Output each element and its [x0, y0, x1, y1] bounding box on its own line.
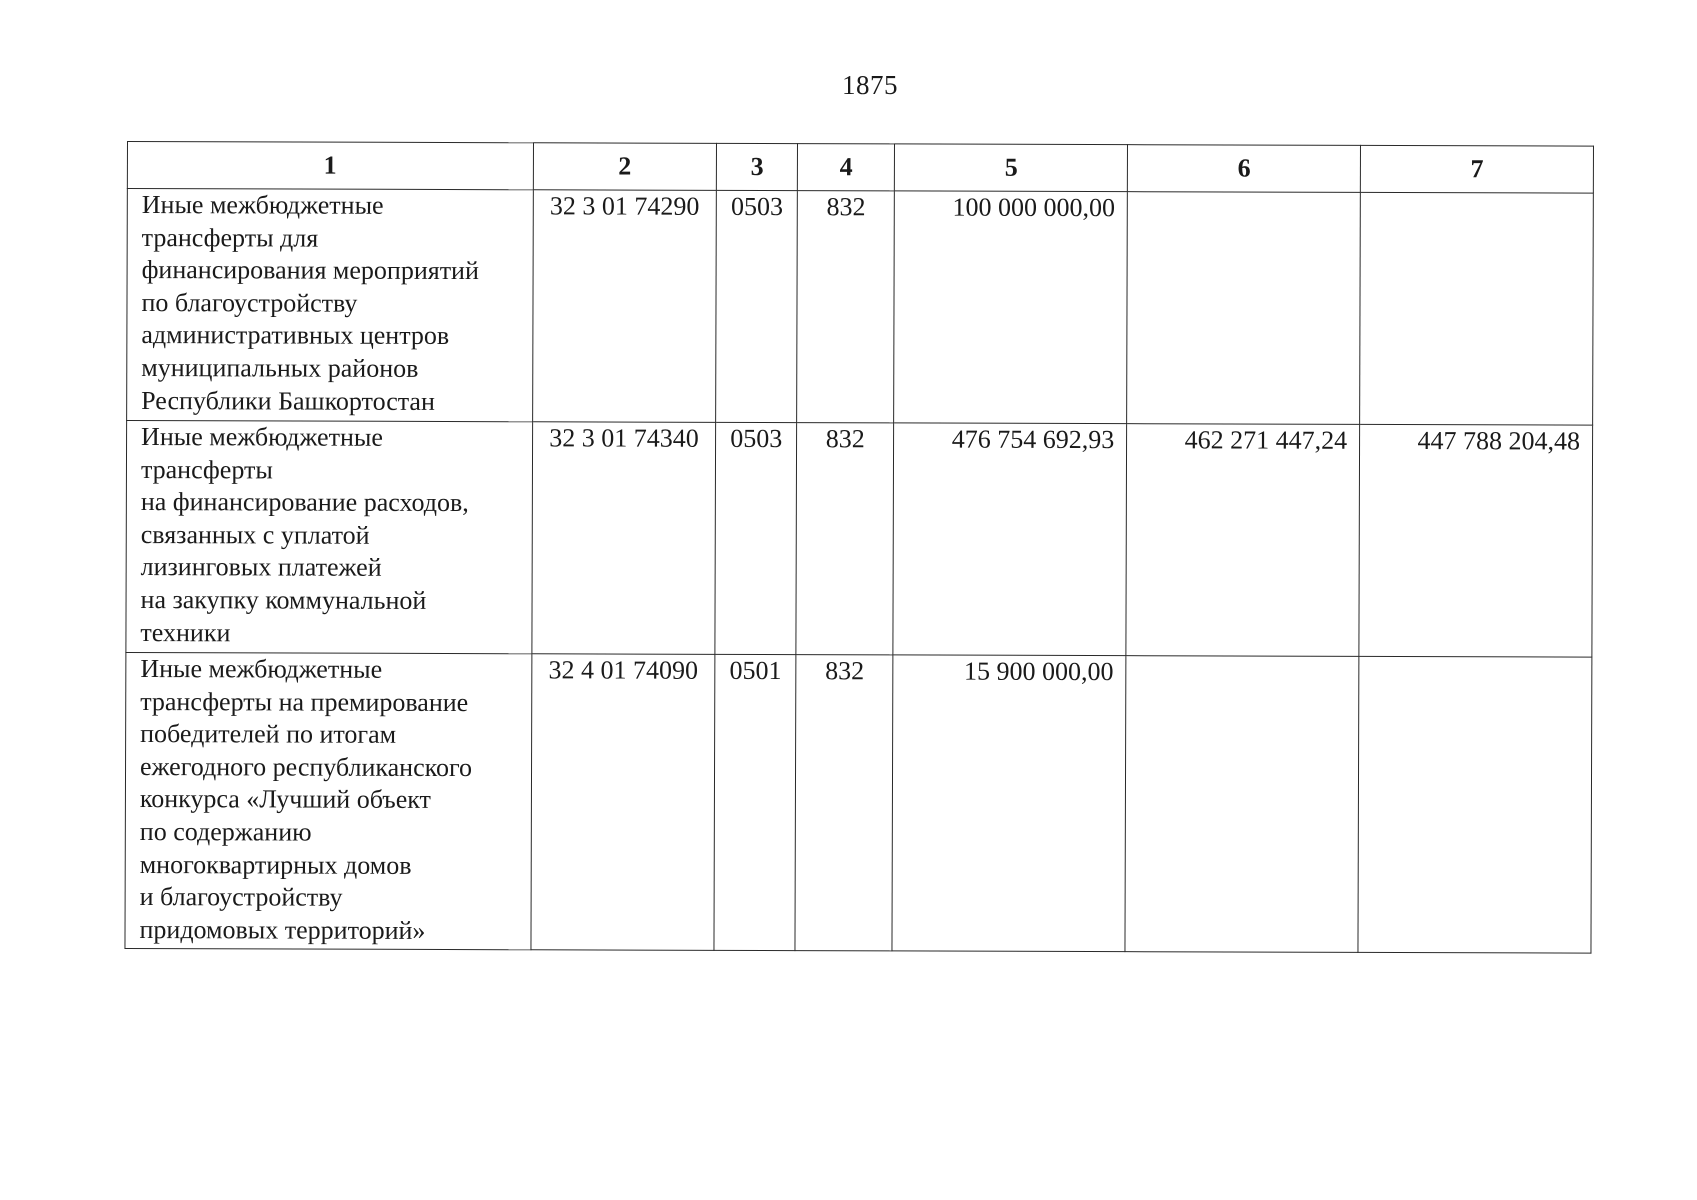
expense-name-line: трансферты для	[141, 222, 319, 253]
amount-year-2	[1125, 656, 1359, 953]
column-header: 3	[717, 143, 798, 190]
expense-name-line: трансферты	[140, 454, 273, 485]
expense-name-line: муниципальных районов	[141, 353, 419, 383]
expense-name-line: и благоустройству	[139, 882, 343, 912]
expense-name-cell	[127, 189, 533, 422]
amount-year-3: 447 788 204,48	[1359, 424, 1593, 657]
expense-name-line: Иные межбюджетные	[141, 190, 384, 220]
expense-name-line: по благоустройству	[141, 287, 358, 318]
amount-year-2: 462 271 447,24	[1126, 424, 1360, 657]
page-number: 1875	[842, 70, 898, 100]
column-header: 4	[797, 144, 894, 191]
expense-name-line: придомовых территорий»	[139, 914, 426, 945]
expense-group-code: 832	[795, 655, 893, 952]
expense-name-line: административных центров	[141, 320, 450, 351]
expense-name-line: Иные межбюджетные	[141, 422, 383, 452]
expense-name-line: на закупку коммунальной	[140, 585, 427, 615]
column-header: 6	[1128, 145, 1361, 193]
table-row	[127, 189, 1594, 426]
expense-name-line: связанных с уплатой	[140, 519, 370, 550]
amount-year-1: 476 754 692,93	[893, 423, 1127, 656]
section-code: 0503	[715, 422, 797, 654]
expense-name-line: ежегодного республиканского	[139, 751, 473, 782]
target-article-code: 32 3 01 74340	[531, 422, 715, 655]
expense-name-line: Республики Башкортостан	[141, 385, 435, 416]
expense-name-cell	[126, 421, 532, 654]
amount-year-1: 100 000 000,00	[894, 191, 1128, 424]
target-article-code: 32 3 01 74290	[532, 190, 716, 423]
expense-group-code: 832	[797, 191, 895, 423]
expense-name-line: финансирования мероприятий	[141, 255, 479, 286]
section-code: 0503	[716, 190, 798, 422]
budget-table	[124, 141, 1594, 954]
expense-group-code: 832	[796, 423, 894, 655]
amount-year-3	[1360, 192, 1594, 425]
column-header: 7	[1360, 145, 1593, 193]
amount-year-2	[1127, 192, 1361, 425]
expense-name-line: на финансирование расходов,	[140, 487, 469, 518]
amount-year-3	[1358, 656, 1592, 953]
expense-name-line: Иные межбюджетные	[140, 654, 383, 684]
expense-name-line: по содержанию	[139, 817, 312, 847]
expense-name-line: лизинговых платежей	[140, 552, 382, 583]
amount-year-1: 15 900 000,00	[892, 655, 1126, 952]
expense-name-line: многоквартирных домов	[139, 849, 412, 880]
section-code: 0501	[714, 654, 796, 951]
column-header: 1	[127, 142, 533, 190]
table-row	[125, 652, 1592, 953]
table-header-row	[127, 142, 1593, 194]
target-article-code: 32 4 01 74090	[531, 654, 716, 951]
column-header: 5	[895, 144, 1128, 192]
expense-name-line: конкурса «Лучший объект	[139, 784, 431, 815]
expense-name-line: победителей по итогам	[140, 719, 397, 750]
column-header: 2	[533, 143, 717, 191]
expense-name-line: трансферты на премирование	[140, 686, 469, 717]
expense-name-cell	[125, 652, 532, 950]
table-row	[126, 421, 1593, 658]
expense-name-line: техники	[140, 617, 231, 647]
